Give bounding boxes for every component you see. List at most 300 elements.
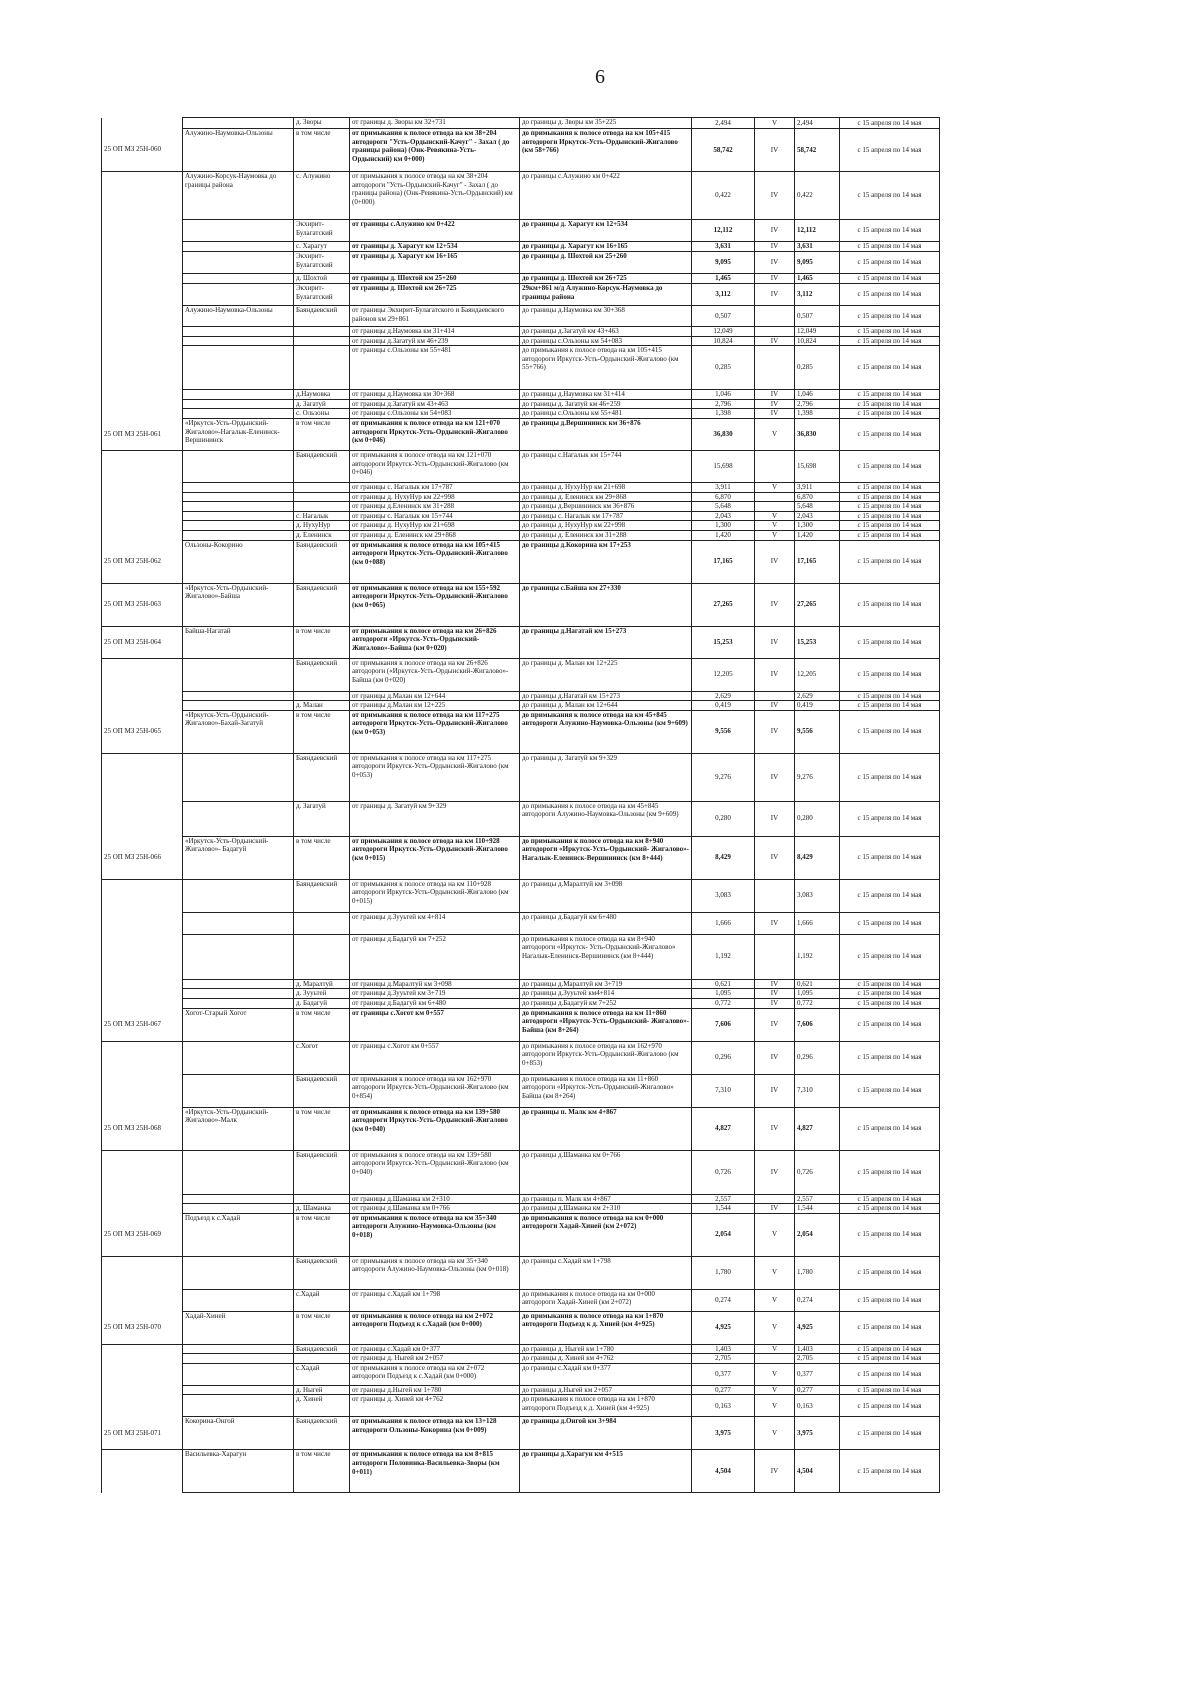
road-name-cell (183, 1354, 294, 1364)
length-total-cell: 2,796 (795, 399, 840, 409)
section-end-cell: до границы д. НухуНур км 22+998 (520, 521, 692, 531)
restriction-period-cell: с 15 апреля по 14 мая (840, 691, 940, 701)
category-cell: IV (755, 753, 795, 801)
length-total-cell: 36,830 (795, 418, 840, 450)
restriction-period-cell: с 15 апреля по 14 мая (840, 1363, 940, 1385)
section-end-cell: до границы д.Вершининск км 36+876 (520, 418, 692, 450)
road-code-cell: 25 ОП МЗ 25Н-070 (102, 1311, 183, 1344)
restriction-period-cell: с 15 апреля по 14 мая (840, 390, 940, 400)
section-end-cell: до границы д.Кокорина км 17+253 (520, 540, 692, 583)
length-cell: 1,420 (692, 530, 755, 540)
restriction-period-cell: с 15 апреля по 14 мая (840, 801, 940, 836)
length-cell: 0,280 (692, 801, 755, 836)
locality-cell: Экхирит-Булагатский (294, 220, 350, 242)
section-start-cell: от границы д. Шохтой км 25+260 (350, 274, 520, 284)
table-row (102, 399, 1099, 409)
road-code-cell (102, 1074, 183, 1107)
road-code-cell: 25 ОП МЗ 25Н-062 (102, 540, 183, 583)
category-cell (755, 934, 795, 979)
section-end-cell: до примыкания к полосе отвода на км 162+970 автодороги Иркутск-Усть-Ордынский-Жигалово (км 0+853) (520, 1041, 692, 1074)
locality-cell: Баяндаевский (294, 1150, 350, 1194)
section-start-cell: от границы д.Шаманка км 2+310 (350, 1194, 520, 1204)
length-cell: 0,419 (692, 701, 755, 711)
locality-cell: с.Хадай (294, 1289, 350, 1311)
road-name-cell (183, 691, 294, 701)
section-end-cell: до границы д.Наумовка км 31+414 (520, 390, 692, 400)
section-end-cell: до границы с.Алужино км 0+422 (520, 172, 692, 220)
length-total-cell: 7,606 (795, 1008, 840, 1041)
locality-cell: в том числе (294, 1311, 350, 1344)
table-row (102, 1385, 1099, 1395)
table-row (102, 1213, 1099, 1256)
category-cell: IV (755, 583, 795, 626)
locality-cell: д. Бадагуй (294, 998, 350, 1008)
length-total-cell: 15,253 (795, 626, 840, 658)
category-cell: V (755, 418, 795, 450)
length-cell: 3,911 (692, 482, 755, 492)
length-total-cell: 5,648 (795, 502, 840, 512)
restriction-period-cell: с 15 апреля по 14 мая (840, 1256, 940, 1289)
locality-cell: с.Хогот (294, 1041, 350, 1074)
restriction-period-cell: с 15 апреля по 14 мая (840, 753, 940, 801)
length-total-cell: 1,046 (795, 390, 840, 400)
road-name-cell: Кокорина-Онгой (183, 1417, 294, 1450)
restriction-period-cell: с 15 апреля по 14 мая (840, 879, 940, 912)
length-cell: 27,265 (692, 583, 755, 626)
restriction-period-cell: с 15 апреля по 14 мая (840, 284, 940, 306)
road-code-cell (102, 1289, 183, 1311)
road-name-cell (183, 1194, 294, 1204)
length-cell: 12,112 (692, 220, 755, 242)
table-row (102, 1008, 1099, 1041)
locality-cell: д. Хиней (294, 1395, 350, 1417)
section-start-cell: от границы д. Харагут км 12+534 (350, 242, 520, 252)
road-name-cell (183, 284, 294, 306)
section-end-cell: до границы д. Шохтой км 26+725 (520, 274, 692, 284)
length-total-cell: 3,975 (795, 1417, 840, 1450)
locality-cell (294, 912, 350, 934)
locality-cell: Баяндаевский (294, 1256, 350, 1289)
category-cell (755, 1354, 795, 1364)
road-code-cell (102, 691, 183, 701)
section-end-cell: до границы д.Зууьтей км4+814 (520, 989, 692, 999)
restriction-period-cell: с 15 апреля по 14 мая (840, 521, 940, 531)
section-start-cell: от границы с.Хогот км 0+557 (350, 1041, 520, 1074)
road-code-cell (102, 390, 183, 400)
length-total-cell: 1,403 (795, 1344, 840, 1354)
locality-cell: в том числе (294, 1107, 350, 1150)
restriction-period-cell: с 15 апреля по 14 мая (840, 1289, 940, 1311)
length-total-cell: 0,507 (795, 306, 840, 327)
length-cell: 0,274 (692, 1289, 755, 1311)
road-code-cell (102, 274, 183, 284)
section-end-cell: до границы д.Маралтуй км 3+719 (520, 979, 692, 989)
locality-cell: д. Зууьтей (294, 989, 350, 999)
locality-cell: д. Малан (294, 701, 350, 711)
restriction-period-cell: с 15 апреля по 14 мая (840, 626, 940, 658)
restriction-period-cell: с 15 апреля по 14 мая (840, 836, 940, 879)
locality-cell: Баяндаевский (294, 540, 350, 583)
table-row (102, 252, 1099, 274)
table-row (102, 1194, 1099, 1204)
section-end-cell: до границы д.Наумовка км 30+368 (520, 306, 692, 327)
section-start-cell: от примыкания к полосе отвода на км 35+340 автодороги Алужино-Наумовка-Ользоны (км 0+018) (350, 1213, 520, 1256)
section-start-cell: от примыкания к полосе отвода на км 13+128 автодороги Ользоны-Кокорина (км 0+009) (350, 1417, 520, 1450)
category-cell: IV (755, 1008, 795, 1041)
category-cell: IV (755, 172, 795, 220)
table-row (102, 912, 1099, 934)
section-start-cell: от примыкания к полосе отвода на км 139+580 автодороги Иркутск-Усть-Ордынский-Жигалово (км 0+040) (350, 1107, 520, 1150)
table-row (102, 482, 1099, 492)
length-total-cell: 2,705 (795, 1354, 840, 1364)
section-end-cell: до границы д. Еленинск км 29+868 (520, 492, 692, 502)
length-cell: 0,285 (692, 346, 755, 390)
locality-cell: в том числе (294, 1008, 350, 1041)
road-name-cell (183, 492, 294, 502)
road-code-cell: 25 ОП МЗ 25Н-061 (102, 418, 183, 450)
road-name-cell: Ользоны-Кокорино (183, 540, 294, 583)
locality-cell: д. Загатуй (294, 801, 350, 836)
road-name-cell (183, 879, 294, 912)
locality-cell (294, 1354, 350, 1364)
length-total-cell: 0,419 (795, 701, 840, 711)
table-row (102, 879, 1099, 912)
locality-cell: в том числе (294, 1450, 350, 1493)
table-row (102, 540, 1099, 583)
category-cell: IV (755, 979, 795, 989)
section-end-cell: до границы д. Загатуй км 9+329 (520, 753, 692, 801)
restriction-period-cell: с 15 апреля по 14 мая (840, 1354, 940, 1364)
restriction-period-cell: с 15 апреля по 14 мая (840, 118, 940, 129)
length-total-cell: 0,280 (795, 801, 840, 836)
section-end-cell: до границы д.Маралтуй км 3+098 (520, 879, 692, 912)
page-number: 6 (595, 66, 605, 88)
road-code-cell (102, 327, 183, 337)
road-name-cell (183, 934, 294, 979)
category-cell: IV (755, 540, 795, 583)
section-end-cell: до границы д. Малан км 12+225 (520, 658, 692, 691)
road-name-cell (183, 274, 294, 284)
category-cell: V (755, 511, 795, 521)
road-name-cell: Подъезд к с.Хадай (183, 1213, 294, 1256)
restriction-period-cell: с 15 апреля по 14 мая (840, 274, 940, 284)
section-start-cell: от границы д.Малан км 12+644 (350, 691, 520, 701)
length-cell: 1,666 (692, 912, 755, 934)
category-cell (755, 879, 795, 912)
section-start-cell: от границы д.Наумовка км 31+414 (350, 327, 520, 337)
restriction-period-cell: с 15 апреля по 14 мая (840, 399, 940, 409)
length-total-cell: 0,621 (795, 979, 840, 989)
table-row (102, 1107, 1099, 1150)
table-row (102, 274, 1099, 284)
length-cell: 0,422 (692, 172, 755, 220)
length-cell: 0,277 (692, 1385, 755, 1395)
locality-cell: д. Маралтуй (294, 979, 350, 989)
section-start-cell: от границы с.Хогот км 0+557 (350, 1008, 520, 1041)
road-code-cell (102, 492, 183, 502)
section-start-cell: от границы д.Загатуй км 43+463 (350, 399, 520, 409)
locality-cell: Баяндаевский (294, 1417, 350, 1450)
road-name-cell (183, 1289, 294, 1311)
road-name-cell (183, 530, 294, 540)
length-total-cell: 1,192 (795, 934, 840, 979)
category-cell: V (755, 118, 795, 129)
section-start-cell: от примыкания к полосе отвода на км 35+340 автодороги Алужино-Наумовка-Ользоны (км 0+018) (350, 1256, 520, 1289)
category-cell: V (755, 1213, 795, 1256)
length-total-cell: 2,043 (795, 511, 840, 521)
road-code-cell (102, 511, 183, 521)
locality-cell: д. Шохтой (294, 274, 350, 284)
length-cell: 10,824 (692, 336, 755, 346)
category-cell: V (755, 1363, 795, 1385)
category-cell: V (755, 1417, 795, 1450)
length-cell: 2,494 (692, 118, 755, 129)
restriction-period-cell: с 15 апреля по 14 мая (840, 989, 940, 999)
length-cell: 1,398 (692, 409, 755, 419)
length-cell: 0,726 (692, 1150, 755, 1194)
category-cell: IV (755, 1074, 795, 1107)
restriction-period-cell: с 15 апреля по 14 мая (840, 482, 940, 492)
section-start-cell: от примыкания к полосе отвода на км 26+826 автодороги («Иркутск-Усть-Ордынский-Жигалово»- Байша (км 0+020) (350, 658, 520, 691)
length-total-cell: 4,504 (795, 1450, 840, 1493)
section-start-cell: от границы с.Ользоны км 55+481 (350, 346, 520, 390)
restriction-period-cell: с 15 апреля по 14 мая (840, 1107, 940, 1150)
section-start-cell: от границы д. Зворы км 32+731 (350, 118, 520, 129)
length-cell: 4,827 (692, 1107, 755, 1150)
road-code-cell (102, 979, 183, 989)
road-code-cell: 25 ОП МЗ 25Н-060 (102, 129, 183, 172)
category-cell: V (755, 1311, 795, 1344)
length-total-cell: 0,274 (795, 1289, 840, 1311)
length-cell: 0,163 (692, 1395, 755, 1417)
locality-cell: с. Нагалык (294, 511, 350, 521)
road-name-cell (183, 801, 294, 836)
road-code-cell (102, 242, 183, 252)
section-start-cell: от примыкания к полосе отвода на км 26+826 автодороги «Иркутск-Усть-Ордынский- Жигалово»-Байша (км 0+020) (350, 626, 520, 658)
restriction-period-cell: с 15 апреля по 14 мая (840, 530, 940, 540)
category-cell: IV (755, 284, 795, 306)
section-start-cell: от границы с.Хадай км 1+798 (350, 1289, 520, 1311)
category-cell: IV (755, 1450, 795, 1493)
length-cell: 7,606 (692, 1008, 755, 1041)
section-start-cell: от примыкания к полосе отвода на км 8+815 автодороги Половинка-Васильевка-Зворы (км 0+011) (350, 1450, 520, 1493)
section-start-cell: от границы д.Малан км 12+225 (350, 701, 520, 711)
road-name-cell (183, 409, 294, 419)
restriction-period-cell: с 15 апреля по 14 мая (840, 979, 940, 989)
road-name-cell (183, 346, 294, 390)
road-name-cell (183, 450, 294, 482)
locality-cell: в том числе (294, 418, 350, 450)
locality-cell: с. Харагут (294, 242, 350, 252)
road-name-cell (183, 753, 294, 801)
section-end-cell: до границы с.Ользоны км 55+481 (520, 409, 692, 419)
length-total-cell: 2,054 (795, 1213, 840, 1256)
category-cell (755, 502, 795, 512)
road-name-cell (183, 1385, 294, 1395)
section-start-cell: от границы д. НухуНур км 21+698 (350, 521, 520, 531)
restriction-period-cell: с 15 апреля по 14 мая (840, 710, 940, 753)
restriction-period-cell: с 15 апреля по 14 мая (840, 346, 940, 390)
restriction-period-cell: с 15 апреля по 14 мая (840, 1008, 940, 1041)
road-name-cell (183, 1204, 294, 1214)
locality-cell: Баяндаевский (294, 583, 350, 626)
locality-cell: д. Загатуй (294, 399, 350, 409)
category-cell (755, 691, 795, 701)
road-code-cell (102, 482, 183, 492)
section-end-cell: до границы с. Нагалык км 17+787 (520, 511, 692, 521)
length-cell: 0,621 (692, 979, 755, 989)
category-cell: IV (755, 274, 795, 284)
table-row (102, 409, 1099, 419)
table-row (102, 701, 1099, 711)
restriction-period-cell: с 15 апреля по 14 мая (840, 583, 940, 626)
table-row (102, 530, 1099, 540)
length-cell: 12,049 (692, 327, 755, 337)
section-start-cell: от примыкания к полосе отвода на км 121+070 автодороги Иркутск-Усть-Ордынский-Жигалово (км 0+046) (350, 418, 520, 450)
length-total-cell: 0,163 (795, 1395, 840, 1417)
category-cell: IV (755, 409, 795, 419)
section-start-cell: от границы д.Ныгей км 1+780 (350, 1385, 520, 1395)
locality-cell (294, 691, 350, 701)
road-name-cell (183, 482, 294, 492)
locality-cell: Баяндаевский (294, 450, 350, 482)
section-end-cell: до примыкания к полосе отвода на км 45+845 автодороги Алужино-Наумовка-Ользоны (км 9+609) (520, 710, 692, 753)
table-row (102, 346, 1099, 390)
section-start-cell: от примыкания к полосе отвода на км 110+928 автодороги Иркутск-Усть-Ордынский-Жигалово (км 0+015) (350, 879, 520, 912)
table-row (102, 998, 1099, 1008)
section-end-cell: до границы д. Ныгей км 1+780 (520, 1344, 692, 1354)
section-end-cell: до границы д.Онгой км 3+984 (520, 1417, 692, 1450)
category-cell: IV (755, 801, 795, 836)
road-code-cell: 25 ОП МЗ 25Н-066 (102, 836, 183, 879)
section-start-cell: от границы д.Наумовка км 30+368 (350, 390, 520, 400)
length-cell: 3,112 (692, 284, 755, 306)
road-name-cell (183, 979, 294, 989)
table-row (102, 129, 1099, 172)
restriction-period-cell: с 15 апреля по 14 мая (840, 1074, 940, 1107)
length-cell: 8,429 (692, 836, 755, 879)
road-code-cell (102, 1150, 183, 1194)
restriction-period-cell: с 15 апреля по 14 мая (840, 1344, 940, 1354)
restriction-period-cell: с 15 апреля по 14 мая (840, 172, 940, 220)
road-name-cell (183, 1150, 294, 1194)
locality-cell: Баяндаевский (294, 658, 350, 691)
road-name-cell: Алужино-Наумовка-Ользоны (183, 129, 294, 172)
section-start-cell: от границы д.Еленинск км 31+288 (350, 502, 520, 512)
category-cell (755, 346, 795, 390)
locality-cell (294, 327, 350, 337)
length-total-cell: 0,422 (795, 172, 840, 220)
length-total-cell: 3,112 (795, 284, 840, 306)
road-code-cell (102, 220, 183, 242)
table-row (102, 989, 1099, 999)
length-total-cell: 0,285 (795, 346, 840, 390)
locality-cell: с. Ользоны (294, 409, 350, 419)
category-cell: IV (755, 399, 795, 409)
table-row (102, 1395, 1099, 1417)
section-start-cell: от границы д. Еленинск км 29+868 (350, 530, 520, 540)
road-name-cell (183, 521, 294, 531)
length-total-cell: 1,300 (795, 521, 840, 531)
section-end-cell: до примыкания к полосе отвода на км 0+000 автодороги Хадай-Хиней (км 2+072) (520, 1213, 692, 1256)
locality-cell: Экхирит-Булагатский (294, 284, 350, 306)
road-code-cell (102, 306, 183, 327)
locality-cell: д. НухуНур (294, 521, 350, 531)
table-row (102, 521, 1099, 531)
section-end-cell: до границы д. Харагут км 12+534 (520, 220, 692, 242)
restriction-period-cell: с 15 апреля по 14 мая (840, 418, 940, 450)
road-code-cell (102, 399, 183, 409)
category-cell: IV (755, 658, 795, 691)
category-cell: V (755, 1385, 795, 1395)
restriction-period-cell: с 15 апреля по 14 мая (840, 912, 940, 934)
section-end-cell: до границы д.Нагатай км 15+273 (520, 691, 692, 701)
road-code-cell (102, 701, 183, 711)
road-name-cell (183, 390, 294, 400)
locality-cell: д. Ныгей (294, 1385, 350, 1395)
length-total-cell: 17,165 (795, 540, 840, 583)
section-end-cell: до примыкания к полосе отвода на км 8+940 автодороги «Иркутск- Усть-Ордынский-Жигалово» Нагалык-Еленинск-Вершининск (км 8+444) (520, 934, 692, 979)
category-cell (755, 306, 795, 327)
locality-cell (294, 482, 350, 492)
table-row (102, 492, 1099, 502)
road-name-cell (183, 1344, 294, 1354)
category-cell: IV (755, 912, 795, 934)
section-start-cell: от примыкания к полосе отвода на км 121+070 автодороги Иркутск-Усть-Ордынский-Жигалово (км 0+046) (350, 450, 520, 482)
restriction-period-cell: с 15 апреля по 14 мая (840, 336, 940, 346)
length-total-cell: 1,398 (795, 409, 840, 419)
table-row (102, 1344, 1099, 1354)
length-total-cell: 9,095 (795, 252, 840, 274)
locality-cell: Баяндаевский (294, 1074, 350, 1107)
length-total-cell: 0,772 (795, 998, 840, 1008)
road-code-cell (102, 336, 183, 346)
length-total-cell: 15,698 (795, 450, 840, 482)
length-cell: 58,742 (692, 129, 755, 172)
length-cell: 1,046 (692, 390, 755, 400)
locality-cell: Экхирит-Булагатский (294, 252, 350, 274)
section-end-cell: до границы д.Вершининск км 36+876 (520, 502, 692, 512)
road-name-cell (183, 1363, 294, 1385)
road-name-cell (183, 1395, 294, 1417)
locality-cell: д.Наумовка (294, 390, 350, 400)
road-name-cell (183, 502, 294, 512)
length-total-cell: 9,276 (795, 753, 840, 801)
restriction-period-cell: с 15 апреля по 14 мая (840, 1395, 940, 1417)
restriction-period-cell: с 15 апреля по 14 мая (840, 1450, 940, 1493)
locality-cell: Баяндаевский (294, 1344, 350, 1354)
road-code-cell (102, 753, 183, 801)
section-start-cell: от границы д. НухуНур км 22+998 (350, 492, 520, 502)
section-end-cell: до границы д. Хиней км 4+762 (520, 1354, 692, 1364)
section-start-cell: от границы с.Алужино км 0+422 (350, 220, 520, 242)
section-start-cell: от примыкания к полосе отвода на км 105+415 автодороги Иркутск-Усть-Ордынский-Жигалово (км 0+088) (350, 540, 520, 583)
road-name-cell: «Иркутск-Усть-Ордынский-Жигалово»-Бахай-Загатуй (183, 710, 294, 753)
category-cell: IV (755, 336, 795, 346)
section-start-cell: от примыкания к полосе отвода на км 162+970 автодороги Иркутск-Усть-Ордынский-Жигалово (км 0+854) (350, 1074, 520, 1107)
length-cell: 4,925 (692, 1311, 755, 1344)
table-row (102, 626, 1099, 658)
section-start-cell: от границы с.Хадай км 0+377 (350, 1344, 520, 1354)
road-code-cell (102, 502, 183, 512)
restriction-period-cell: с 15 апреля по 14 мая (840, 1385, 940, 1395)
restriction-period-cell: с 15 апреля по 14 мая (840, 327, 940, 337)
locality-cell: в том числе (294, 129, 350, 172)
section-start-cell: от примыкания к полосе отвода на км 110+928 автодороги Иркутск-Усть-Ордынский-Жигалово (км 0+015) (350, 836, 520, 879)
category-cell: IV (755, 1150, 795, 1194)
restriction-period-cell: с 15 апреля по 14 мая (840, 306, 940, 327)
road-name-cell (183, 220, 294, 242)
